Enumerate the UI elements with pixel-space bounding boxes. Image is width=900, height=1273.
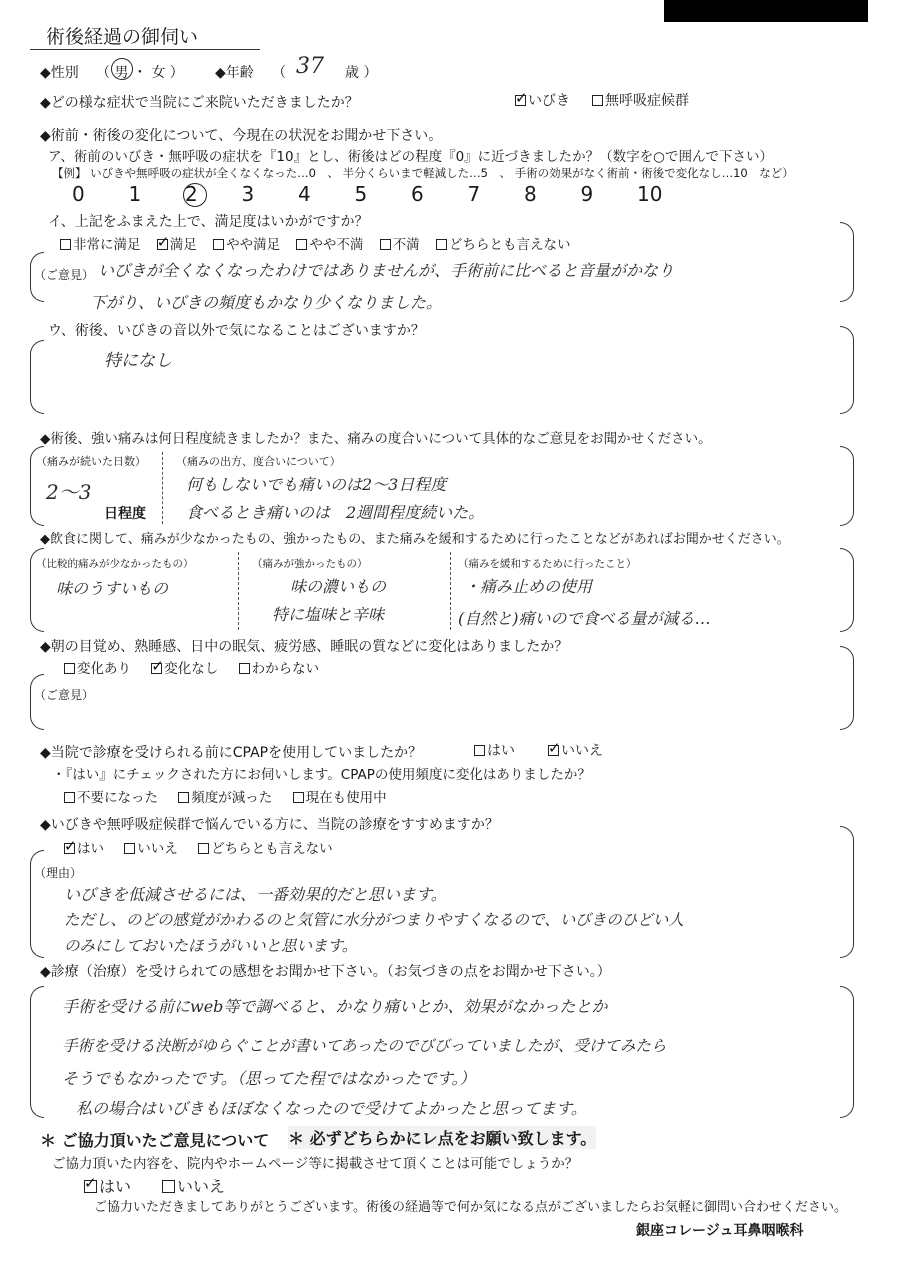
food-col2-line-2: 特に塩味と辛味 [272, 605, 385, 624]
pain-days-value: 2〜3 [46, 480, 92, 504]
score-3[interactable]: 3 [241, 182, 255, 206]
reason-line-2: ただし、のどの感覚がかわるのと気管に水分がつまりやすくなるので、いびきのひどい人 [64, 911, 684, 929]
satisfaction-question: イ、上記をふまえた上で、満足度はいかがですか？ [48, 214, 369, 230]
score-8[interactable]: 8 [524, 182, 537, 206]
symptom-question: ◆どの様な症状で当院にご来院いただきましたか？ [40, 95, 359, 111]
pain-days-label: （痛みが続いた日数） [36, 455, 146, 468]
cpap-sub-label-2: 現在も使用中 [305, 790, 387, 806]
food-col3-label: （痛みを緩和するために行ったこと） [458, 558, 637, 570]
reason-line-1: いびきを低減させるには、一番効果的だと思います。 [64, 885, 447, 904]
consent-no-checkbox[interactable] [162, 1180, 175, 1193]
gender-options-text: （ 男 ・ 女 ） [96, 65, 184, 81]
footer-thanks: ご協力いただきましてありがとうございます。術後の経過等で何か気になる点がございましたらお気軽に御問い合わせください。 [94, 1200, 847, 1215]
food-divider-2 [450, 552, 451, 630]
snoring-checkbox[interactable] [515, 95, 526, 106]
score-7[interactable]: 7 [467, 182, 481, 206]
cpap-no-checkbox[interactable] [548, 745, 559, 756]
symptom-opt-apnea[interactable] [592, 90, 689, 110]
satisfaction-checkbox-0[interactable] [60, 239, 71, 250]
score-5[interactable]: 5 [354, 182, 368, 206]
impression-line-2: 手術を受ける決断がゆらぐことが書いてあったのでびびっていましたが、受けてみたら [62, 1037, 667, 1055]
cpap-yes-label: はい [487, 743, 515, 759]
impression-line-1: 手術を受ける前にweb等で調べると、かなり痛いとか、効果がなかったとか [62, 997, 608, 1016]
morning-checkbox-0[interactable] [64, 663, 75, 674]
recommend-question: ◆いびきや無呼吸症候群で悩んでいる方に、当院の診療をすすめますか？ [40, 817, 499, 833]
pain-divider [162, 452, 163, 524]
reason-line-3: のみにしておいたほうがいいと思います。 [64, 937, 358, 955]
consent-yes[interactable] [84, 1174, 131, 1197]
change-example: 【例】 いびきや無呼吸の症状が全くなくなった…0 、 半分くらいまで軽減した…5 、 手術の効果がなく術前・術後で変化なし…10 など） [52, 166, 794, 180]
age-value: 37 [296, 54, 324, 79]
satisfaction-label-0: 非常に満足 [73, 237, 141, 253]
cpap-yes[interactable] [474, 740, 515, 760]
footer-clinic: 銀座コレージュ耳鼻咽喉科 [636, 1223, 804, 1239]
satisfaction-label-4: 不満 [392, 237, 420, 253]
concerns-bracket-left [30, 340, 44, 414]
morning-checkbox-2[interactable] [239, 663, 250, 674]
pain-question: ◆術後、強い痛みは何日程度続きましたか？また、痛みの度合いについて具体的なご意見をお聞かせください。 [40, 431, 712, 447]
symptom-opt-snoring[interactable] [515, 90, 570, 110]
age-label: ◆年齢 [215, 65, 254, 81]
morning-options [64, 657, 319, 677]
other-concerns-answer: 特になし [104, 351, 172, 371]
pain-detail-line-2: 食べるとき痛いのは 2週間程度続いた。 [186, 503, 485, 522]
opinion-line-1: いびきが全くなくなったわけではありませんが、手術前に比べると音量がかなり [98, 261, 675, 280]
food-col3-line-1: ・痛み止めの使用 [464, 577, 593, 596]
morning-bracket-right [840, 646, 854, 730]
recommend-label-1: いいえ [137, 841, 178, 857]
consent-yes-label: はい [99, 1177, 132, 1196]
snoring-label: いびき [528, 93, 570, 109]
score-0[interactable]: 0 [72, 182, 85, 206]
satisfaction-checkbox-4[interactable] [380, 239, 391, 250]
reason-bracket-right [840, 826, 854, 958]
score-4[interactable]: 4 [298, 182, 311, 206]
consent-question: ご協力頂いた内容を、院内やホームページ等に掲載させて頂くことは可能でしょうか？ [52, 1156, 579, 1172]
consent-heading-2: ＊ 必ずどちらかにレ点をお願い致します。 [288, 1126, 596, 1149]
recommend-checkbox-0[interactable] [64, 843, 75, 854]
food-question: ◆飲食に関して、痛みが少なかったもの、強かったもの、また痛みを緩和するために行ったことなどがあればお聞かせください。 [40, 532, 790, 547]
change-sub-a: ア、術前のいびき・無呼吸の症状を『10』とし、術後はどの程度『0』に近づきましたか？（数字を○で囲んで下さい） [48, 149, 773, 165]
pain-bracket-right [840, 446, 854, 526]
other-concerns-question: ウ、術後、いびきの音以外で気になることはございますか？ [48, 323, 425, 339]
impression-bracket-left [30, 986, 44, 1118]
pain-detail-label: （痛みの出方、度合いについて） [176, 455, 341, 468]
satisfaction-label-5: どちらとも言えない [448, 237, 571, 253]
morning-opinion-label: （ご意見） [34, 688, 95, 702]
impression-question: ◆診療（治療）を受けられての感想をお聞かせ下さい。（お気づきの点をお聞かせ下さい。） [40, 964, 611, 980]
score-scale [72, 182, 694, 206]
recommend-checkbox-2[interactable] [198, 843, 209, 854]
age-unit: 歳 ） [345, 65, 378, 81]
food-divider-1 [238, 552, 239, 630]
gender-circle-mark [111, 58, 133, 80]
morning-label-0: 変化あり [77, 661, 131, 677]
pain-days-unit: 日程度 [104, 506, 146, 522]
cpap-sub-checkbox-2[interactable] [293, 792, 304, 803]
cpap-sub-options [64, 786, 387, 806]
concerns-bracket-right [840, 326, 854, 414]
consent-yes-checkbox[interactable] [84, 1180, 97, 1193]
score-2[interactable]: 2 [185, 182, 198, 206]
morning-question: ◆朝の目覚め、熟睡感、日中の眠気、疲労感、睡眠の質などに変化はありましたか？ [40, 639, 569, 655]
recommend-label-2: どちらとも言えない [211, 841, 333, 857]
opinion-bracket-right [840, 222, 854, 302]
consent-no[interactable] [162, 1174, 225, 1197]
opinion-line-2: 下がり、いびきの頻度もかなり少くなりました。 [90, 293, 443, 312]
apnea-checkbox[interactable] [592, 95, 603, 106]
recommend-options [64, 837, 333, 857]
cpap-no-label: いいえ [561, 743, 603, 759]
satisfaction-checkbox-2[interactable] [213, 239, 224, 250]
satisfaction-checkbox-3[interactable] [296, 239, 307, 250]
cpap-sub-checkbox-1[interactable] [178, 792, 189, 803]
pain-detail-line-1: 何もしないでも痛いのは2〜3日程度 [186, 475, 447, 494]
score-10[interactable]: 10 [637, 182, 663, 206]
food-col1-label: （比較的痛みが少なかったもの） [36, 558, 194, 570]
score-6[interactable]: 6 [411, 182, 424, 206]
morning-label-1: 変化なし [164, 661, 219, 677]
consent-no-label: いいえ [177, 1177, 226, 1196]
morning-checkbox-1[interactable] [151, 663, 162, 674]
cpap-sub-checkbox-0[interactable] [64, 792, 75, 803]
gender-options [96, 62, 184, 82]
recommend-checkbox-1[interactable] [124, 843, 135, 854]
food-col3-line-2: (自然と)痛いので食べる量が減る… [458, 609, 711, 628]
satisfaction-checkbox-1[interactable] [157, 239, 168, 250]
cpap-no[interactable] [548, 740, 603, 760]
satisfaction-label-1: 満足 [169, 237, 197, 253]
gender-label: ◆性別 [40, 65, 79, 81]
opinion-label: （ご意見） [34, 268, 95, 282]
redaction-block [664, 0, 868, 22]
food-bracket-right [840, 548, 854, 632]
satisfaction-checkbox-5[interactable] [436, 239, 447, 250]
impression-bracket-right [840, 986, 854, 1118]
cpap-sub-question: ・『はい』にチェックされた方にお伺いします。CPAPの使用頻度に変化はありましたか？ [52, 767, 591, 783]
score-1[interactable]: 1 [128, 182, 142, 206]
food-col1-text: 味のうすいもの [56, 579, 169, 598]
cpap-yes-checkbox[interactable] [474, 745, 485, 756]
impression-line-3: そうでもなかったです。（思ってた程ではなかったです。） [62, 1069, 476, 1088]
page-title: 術後経過の御伺い [46, 26, 199, 48]
apnea-label: 無呼吸症候群 [605, 93, 689, 109]
satisfaction-label-3: やや不満 [309, 237, 364, 253]
morning-label-2: わからない [251, 661, 320, 677]
reason-label: （理由） [34, 866, 83, 880]
score-9[interactable]: 9 [580, 182, 594, 206]
food-col2-label: （痛みが強かったもの） [252, 558, 368, 570]
cpap-sub-label-0: 不要になった [77, 790, 158, 806]
cpap-question: ◆当院で診療を受けられる前にCPAPを使用していましたか？ [40, 745, 423, 761]
score-selected-circle [183, 183, 207, 207]
change-question: ◆術前・術後の変化について、今現在の状況をお聞かせ下さい。 [40, 128, 443, 144]
satisfaction-options [60, 233, 570, 253]
cpap-sub-label-1: 頻度が減った [191, 790, 273, 806]
consent-heading-1: ＊ ご協力頂いたご意見について [40, 1131, 270, 1150]
age-open-paren: （ [272, 65, 286, 81]
satisfaction-label-2: やや満足 [226, 237, 281, 253]
food-col2-line-1: 味の濃いもの [290, 577, 387, 596]
recommend-label-0: はい [77, 841, 104, 857]
impression-line-4: 私の場合はいびきもほぼなくなったので受けてよかったと思ってます。 [76, 1099, 587, 1118]
